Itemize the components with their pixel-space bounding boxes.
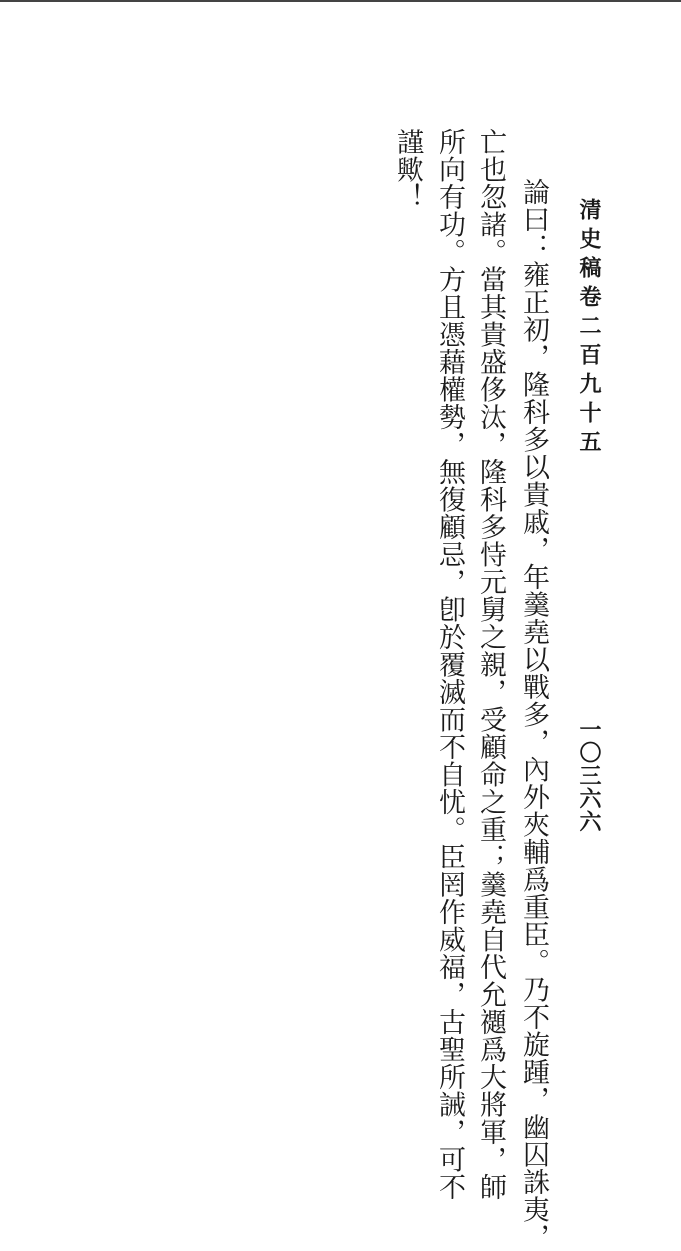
text-column: 亡也忽諸。當其貴盛侈汰，隆科多恃元舅之親，受顧命之重；羹堯自代允禵爲大將軍，師 [475, 128, 506, 1201]
page-number: 一〇三六六 [576, 718, 602, 833]
running-title: 清史稿卷二百九十五 [576, 198, 602, 459]
top-border-rule [0, 0, 681, 2]
text-column: 論曰：雍正初，隆科多以貴戚，年羹堯以戰多，內外夾輔爲重臣。乃不旋踵，幽囚誅夷， [518, 178, 549, 1251]
text-column: 所向有功。方且憑藉權勢，無復顧忌，卽於覆滅而不自忧。臣罔作威福，古聖所誡，可不 [434, 128, 465, 1201]
text-column: 謹歟！ [392, 128, 423, 211]
